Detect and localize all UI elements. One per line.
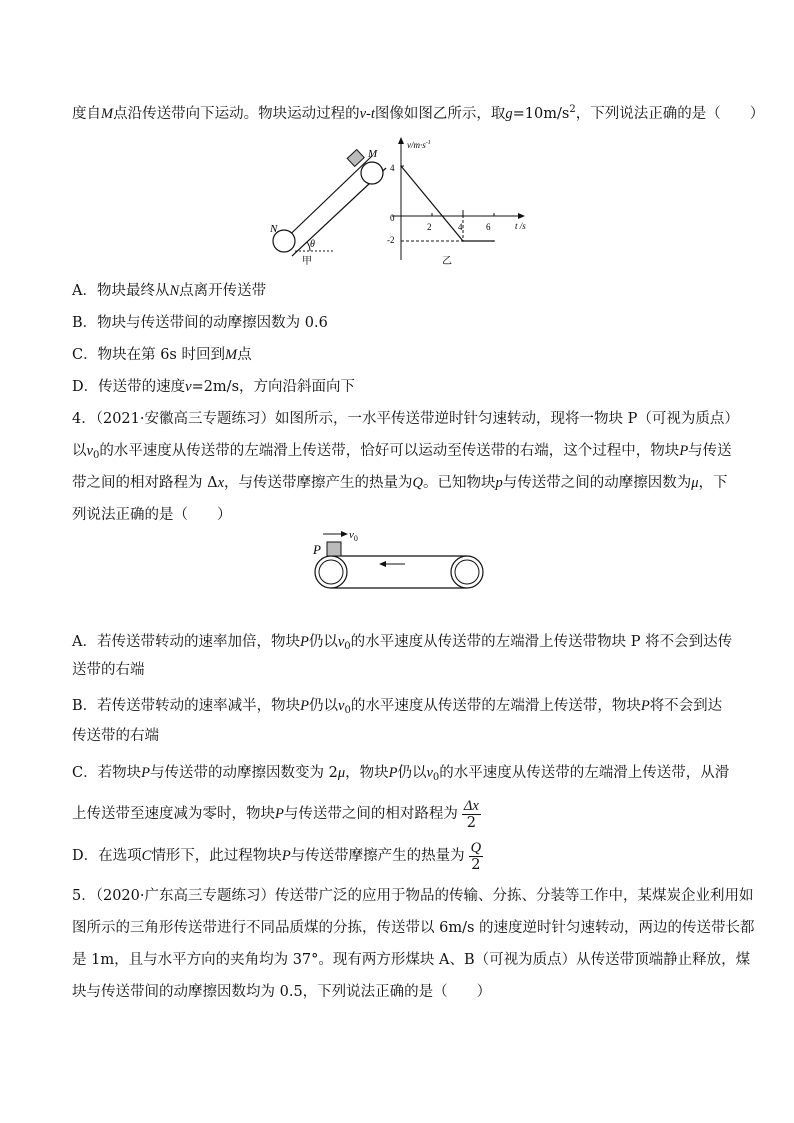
label-n: N [270, 223, 278, 235]
q4-stem-line4: 列说法正确的是（ ） [72, 507, 232, 523]
q4-stem-line3: 带之间的相对路程为 Δx，与传送带摩擦产生的热量为Q。已知物块p与传送带之间的动摩擦因数为μ，下 [72, 475, 728, 491]
label-theta: θ [310, 239, 315, 250]
tick-x-6: 6 [486, 222, 491, 232]
vt-point-0 [400, 165, 402, 167]
left-pulley-icon [315, 556, 347, 588]
tick-y-neg2: -2 [387, 235, 395, 245]
q4-option-a-line1[interactable]: A．若传送带转动的速率加倍，物块P仍以$v_0$的水平速度从传送带的左端滑上传送带物块 P 将不会到达传 [72, 634, 733, 652]
tick-x-2: 2 [427, 222, 432, 232]
q3-option-b[interactable]: B．物块与传送带间的动摩擦因数为 0.6 [72, 315, 328, 331]
q4-option-b-line2[interactable]: 传送带的右端 [72, 728, 159, 744]
block-icon [347, 150, 364, 167]
tick-x-4: 4 [458, 222, 463, 232]
figure-horizontal-belt [305, 526, 495, 596]
figure-jia [262, 140, 392, 265]
q5-stem-line2: 图所示的三角形传送带进行不同品质煤的分拣，传送带以 6m/s 的速度逆时针匀速转动，两边的传送带长都 [72, 920, 755, 936]
q3-option-d[interactable]: D．传送带的速度v=2m/s，方向沿斜面向下 [72, 379, 356, 395]
q4-stem-line2: 以$v_0$的水平速度从传送带的左端滑上传送带，恰好可以运动至传送带的右端，这个过程中，物块P与传送 [72, 443, 732, 461]
q4-option-a-line2[interactable]: 送带的右端 [72, 662, 145, 678]
label-p: P [313, 542, 321, 557]
q4-option-c-line1[interactable]: C．若物块P与传送带的动摩擦因数变为 2μ，物块P仍以$v_0$的水平速度从传送带的左端滑上传送带，从滑 [72, 765, 730, 783]
vt-point-2 [493, 240, 495, 242]
q3-option-a[interactable]: A．物块最终从N点离开传送带 [72, 283, 267, 299]
caption-yi: 乙 [442, 256, 452, 266]
caption-jia: 甲 [302, 256, 312, 265]
vt-line [401, 166, 494, 241]
label-v0: $v_0$ [349, 529, 358, 543]
q5-stem-line4: 块与传送带间的动摩擦因数均为 0.5，下列说法正确的是（ ） [72, 984, 492, 1000]
fraction-delta-x-over-2: $\frac{\Delta x}{2}$ [463, 797, 479, 831]
tick-y-0: 0 [390, 213, 395, 223]
figure-yi [380, 134, 530, 266]
q3-stem: 度自M点沿传送带向下运动。物块运动过程的v-t图像如图乙所示，取$g=10m/s^2$，下列说法正确的是（ ） [72, 104, 765, 122]
velocity-arrow-icon [341, 531, 348, 537]
block-p-icon [327, 542, 341, 556]
right-pulley-icon [451, 556, 483, 588]
q5-stem-line1: 5．（2020·广东高三专题练习）传送带广泛的应用于物品的传输、分拣、分装等工作中，某煤炭企业利用如 [72, 888, 754, 904]
y-axis-label: $v/m\cdot s^{-1}$ [407, 140, 431, 150]
q4-option-c-line2[interactable]: 上传送带至速度减为零时，物块P与传送带之间的相对路程为 $\frac{\Delta x}{2}$ [72, 797, 479, 831]
label-m: M [368, 148, 378, 160]
vt-point-1 [462, 240, 464, 242]
q4-stem-line1: 4．（2021·安徽高三专题练习）如图所示，一水平传送带逆时针匀速转动，现将一物块 P（可视为质点） [72, 411, 739, 427]
x-axis-label: t /s [515, 221, 526, 231]
fraction-q-over-2: $\frac{Q}{2}$ [470, 839, 482, 873]
q3-option-c[interactable]: C．物块在第 6s 时回到M点 [72, 347, 252, 363]
belt-direction-arrow-icon [379, 561, 386, 567]
q4-option-d[interactable]: D．在选项C情形下，此过程物块P与传送带摩擦产生的热量为 $\frac{Q}{2}$ [72, 839, 482, 873]
q4-option-b-line1[interactable]: B．若传送带转动的速率减半，物块P仍以$v_0$的水平速度从传送带的左端滑上传送带，物块P将不会到达 [72, 698, 723, 716]
q5-stem-line3: 是 1m，且与水平方向的夹角均为 37°。现有两方形煤块 A、B（可视为质点）从传送带顶端静止释放，煤 [72, 952, 751, 968]
tick-y-4: 4 [390, 163, 395, 173]
